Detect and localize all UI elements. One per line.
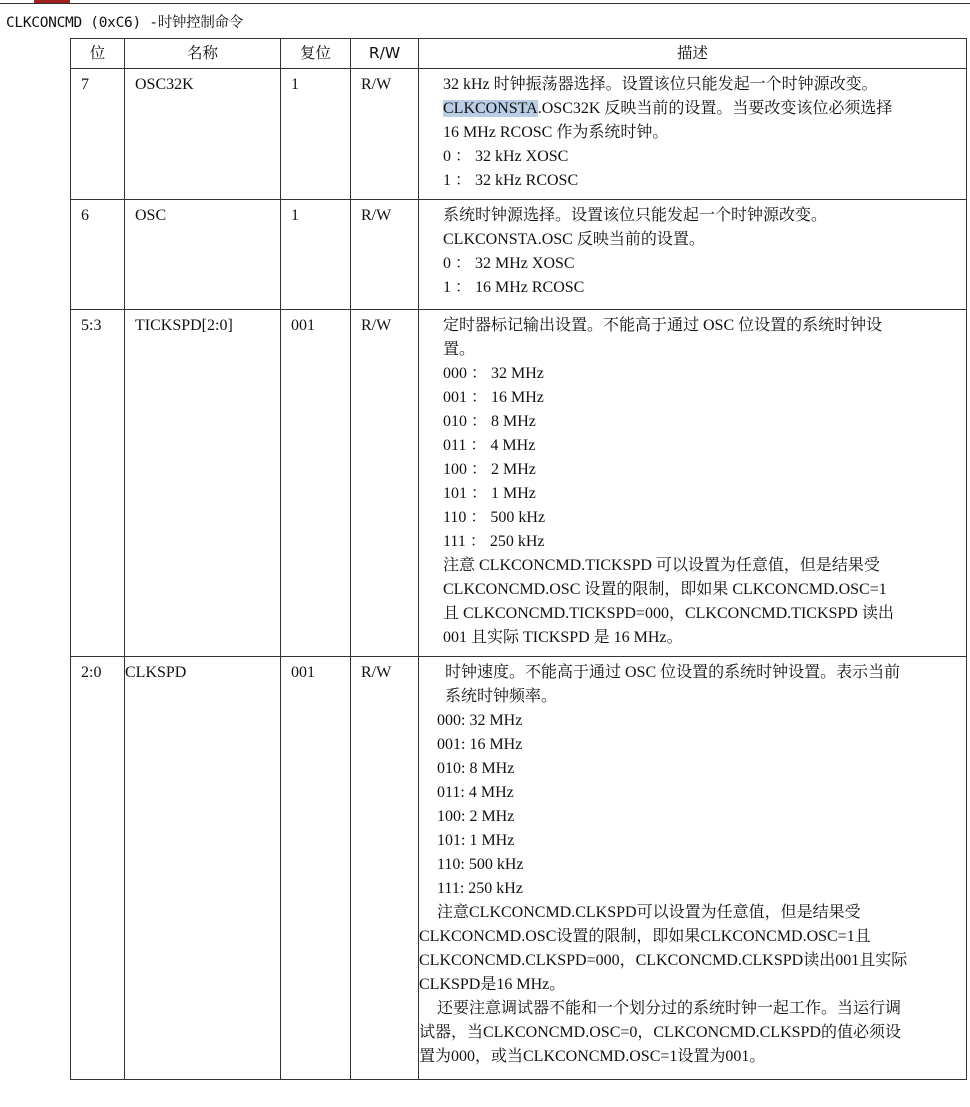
desc-line: 010 ： 8 MHz [443,413,536,430]
table-row [71,69,967,200]
table-row [71,657,967,1080]
bit: 5:3 [71,310,125,657]
table-row [71,200,967,310]
highlighted-text: CLKCONSTA [443,100,538,117]
reset: 001 [281,310,351,657]
desc-line: 16 MHz RCOSC 作为系统时钟。 [443,124,669,141]
register-title: CLKCONCMD (0xC6) -时钟控制命令 [6,15,243,31]
desc-line: 110: 500 kHz [437,856,524,873]
desc-line: 101: 1 MHz [437,832,515,849]
header-reset: 复位 [281,39,351,69]
desc-line: 32 kHz 时钟振荡器选择。设置该位只能发起一个时钟源改变。 [443,76,878,93]
desc-line: 110 ： 500 kHz [443,509,546,526]
desc-line: 定时器标记输出设置。不能高于通过 OSC 位设置的系统时钟设 [443,317,883,334]
desc-line: 001 且实际 TICKSPD 是 16 MHz。 [443,629,683,646]
name: OSC [125,200,281,310]
desc-line: 000 ： 32 MHz [443,365,544,382]
desc-line: 系统时钟源选择。设置该位只能发起一个时钟源改变。 [443,207,828,224]
bit: 2:0 [71,657,125,1080]
desc-line: 置为000，或当CLKCONCMD.OSC=1设置为001。 [419,1048,766,1065]
bit: 6 [71,200,125,310]
desc-line: CLKSPD是16 MHz。 [419,976,566,993]
header-rw: R/W [351,39,419,69]
desc-line: 0 ： 32 MHz XOSC [443,255,575,272]
reset: 1 [281,69,351,200]
bit: 7 [71,69,125,200]
desc-line: 100 ： 2 MHz [443,461,536,478]
description [419,657,967,1080]
desc-line: 试器，当CLKCONCMD.OSC=0，CLKCONCMD.CLKSPD的值必须设 [419,1024,901,1041]
description [419,69,967,200]
rw: R/W [351,69,419,200]
desc-line: CLKCONCMD.OSC 设置的限制，即如果 CLKCONCMD.OSC=1 [443,581,887,598]
reset: 001 [281,657,351,1080]
desc-line: 0 ： 32 kHz XOSC [443,148,569,165]
table-header [71,39,967,69]
desc-line: 111: 250 kHz [437,880,523,897]
desc-line: 101 ： 1 MHz [443,485,536,502]
desc-line: 注意CLKCONCMD.CLKSPD可以设置为任意值，但是结果受 [437,904,861,921]
desc-line: 且 CLKCONCMD.TICKSPD=000，CLKCONCMD.TICKSPD 读出 [443,605,894,622]
desc-line: 100: 2 MHz [437,808,515,825]
desc-line: 还要注意调试器不能和一个划分过的系统时钟一起工作。当运行调 [437,1000,902,1017]
desc-line: 000: 32 MHz [437,712,523,729]
rw: R/W [351,310,419,657]
desc-line: 注意 CLKCONCMD.TICKSPD 可以设置为任意值，但是结果受 [443,557,880,574]
name: CLKSPD [125,657,281,1080]
desc-line: 置。 [443,341,476,358]
header-bit: 位 [71,39,125,69]
desc-line: 011 ： 4 MHz [443,437,536,454]
description [419,310,967,657]
desc-line: 1 ： 16 MHz RCOSC [443,279,585,296]
divider [0,3,970,4]
name: OSC32K [125,69,281,200]
header-name: 名称 [125,39,281,69]
desc-line: CLKCONCMD.CLKSPD=000，CLKCONCMD.CLKSPD读出001且实际 [419,952,908,969]
desc-line: 001: 16 MHz [437,736,523,753]
desc-line: CLKCONCMD.OSC设置的限制，即如果CLKCONCMD.OSC=1且 [419,928,871,945]
rw: R/W [351,657,419,1080]
desc-line: 010: 8 MHz [437,760,515,777]
register-table [70,38,967,1080]
name: TICKSPD[2:0] [125,310,281,657]
desc-line: 1 ： 32 kHz RCOSC [443,172,579,189]
table-row [71,310,967,657]
desc-line: 111 ： 250 kHz [443,533,545,550]
desc-text: .OSC32K 反映当前的设置。当要改变该位必须选择 [537,100,893,117]
desc-line [443,97,960,121]
desc-line: CLKCONSTA.OSC 反映当前的设置。 [443,231,705,248]
desc-line: 时钟速度。不能高于通过 OSC 位设置的系统时钟设置。表示当前 [445,664,901,681]
desc-line: 011: 4 MHz [437,784,514,801]
reset: 1 [281,200,351,310]
header-desc: 描述 [419,39,967,69]
description [419,200,967,310]
desc-line: 系统时钟频率。 [445,688,558,705]
desc-line: 001 ： 16 MHz [443,389,544,406]
rw: R/W [351,200,419,310]
